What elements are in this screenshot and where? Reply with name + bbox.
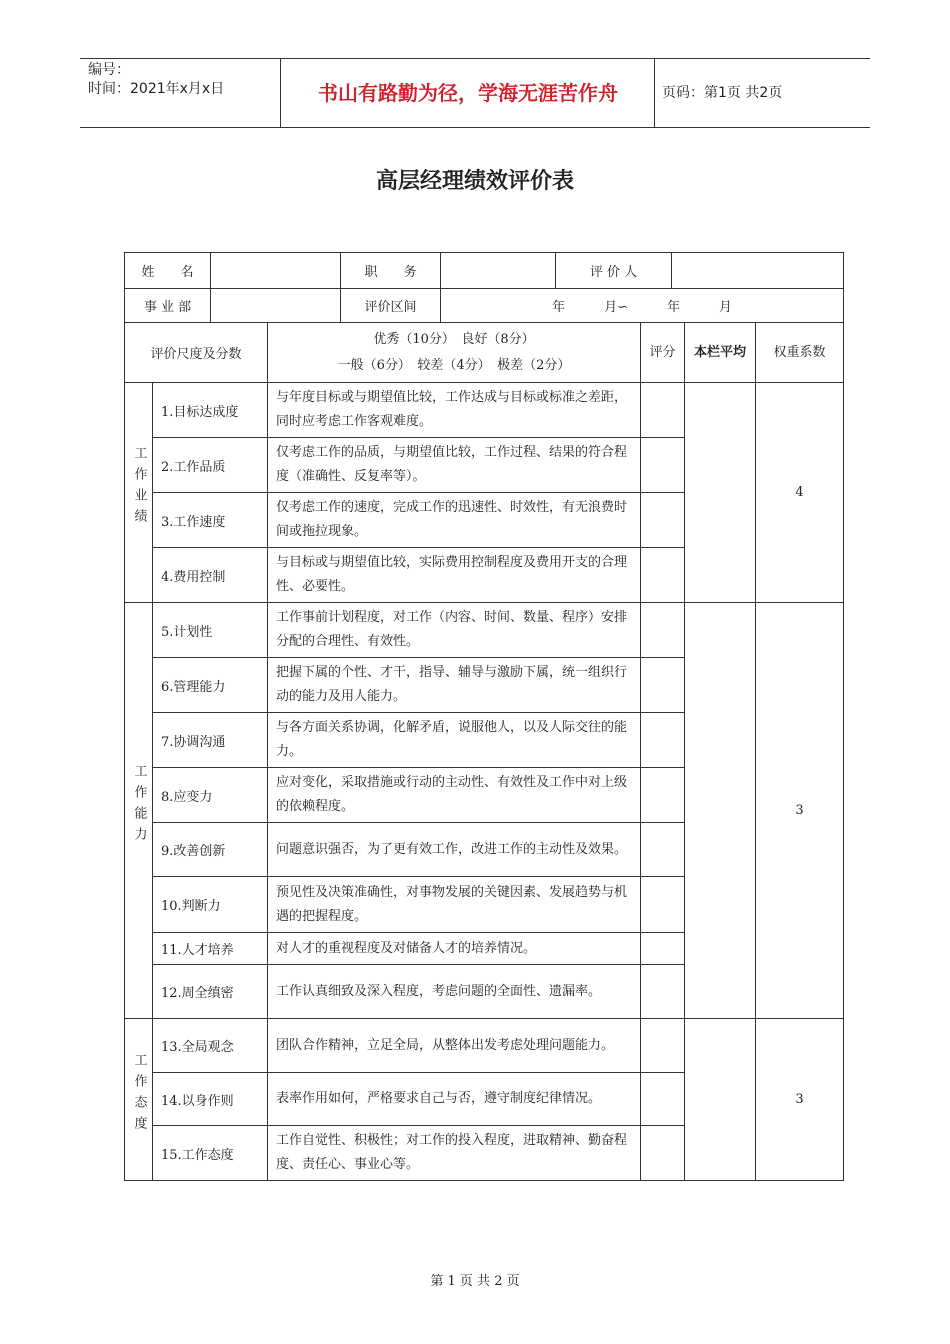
category-label — [125, 603, 153, 1019]
score-cell[interactable] — [641, 438, 685, 493]
score-cell[interactable] — [641, 877, 685, 933]
category-text: 工作能力 — [131, 763, 147, 848]
criterion-description: 与各方面关系协调，化解矛盾，说服他人，以及人际交往的能力。 — [268, 713, 641, 768]
score-header: 评分 — [641, 323, 685, 383]
weight-value: 3 — [756, 603, 844, 1019]
score-cell[interactable] — [641, 1019, 685, 1073]
average-cell[interactable] — [685, 383, 756, 603]
weight-header: 权重系数 — [756, 323, 844, 383]
criterion-description: 工作事前计划程度，对工作（内容、时间、数量、程序）安排分配的合理性、有效性。 — [268, 603, 641, 658]
page-header — [80, 58, 870, 128]
criterion-description: 与目标或与期望值比较，实际费用控制程度及费用开支的合理性、必要性。 — [268, 548, 641, 603]
scale-description — [268, 323, 641, 383]
criterion-description: 应对变化，采取措施或行动的主动性、有效性及工作中对上级的依赖程度。 — [268, 768, 641, 823]
criterion-name: 6.管理能力 — [153, 658, 268, 713]
criterion-name: 1.目标达成度 — [153, 383, 268, 438]
criterion-description: 工作认真细致及深入程度，考虑问题的全面性、遗漏率。 — [268, 965, 641, 1019]
criterion-name: 13.全局观念 — [153, 1019, 268, 1073]
criterion-description: 仅考虑工作的速度，完成工作的迅速性、时效性，有无浪费时间或拖拉现象。 — [268, 493, 641, 548]
evaluator-label: 评 价 人 — [556, 253, 672, 289]
criterion-name: 9.改善创新 — [153, 823, 268, 877]
number-label: 编号： — [88, 62, 130, 78]
score-cell[interactable] — [641, 658, 685, 713]
score-cell[interactable] — [641, 933, 685, 965]
header-divider — [280, 59, 281, 127]
header-meta — [88, 61, 224, 99]
score-cell[interactable] — [641, 823, 685, 877]
dept-field[interactable] — [211, 289, 341, 323]
criterion-name: 5.计划性 — [153, 603, 268, 658]
header-page-info: 页码：第1页 共2页 — [662, 85, 783, 101]
criterion-description: 对人才的重视程度及对储备人才的培养情况。 — [268, 933, 641, 965]
criterion-name: 14.以身作则 — [153, 1073, 268, 1126]
criteria-table — [124, 322, 844, 1181]
average-cell[interactable] — [685, 603, 756, 1019]
score-cell[interactable] — [641, 1126, 685, 1181]
average-header: 本栏平均 — [685, 323, 756, 383]
category-text: 工作业绩 — [131, 445, 147, 530]
score-cell[interactable] — [641, 768, 685, 823]
name-label: 姓 名 — [125, 253, 211, 289]
position-label: 职 务 — [341, 253, 441, 289]
score-cell[interactable] — [641, 493, 685, 548]
criterion-name: 11.人才培养 — [153, 933, 268, 965]
category-label — [125, 1019, 153, 1181]
position-field[interactable] — [441, 253, 556, 289]
criterion-description: 预见性及决策准确性，对事物发展的关键因素、发展趋势与机遇的把握程度。 — [268, 877, 641, 933]
category-text: 工作态度 — [131, 1052, 147, 1137]
score-cell[interactable] — [641, 383, 685, 438]
dept-label: 事 业 部 — [125, 289, 211, 323]
scale-line: 一般（6分） 较差（4分） 极差（2分） — [337, 357, 571, 373]
period-label: 评价区间 — [341, 289, 441, 323]
score-cell[interactable] — [641, 1073, 685, 1126]
criterion-description: 团队合作精神，立足全局，从整体出发考虑处理问题能力。 — [268, 1019, 641, 1073]
criterion-description: 与年度目标或与期望值比较，工作达成与目标或标准之差距，同时应考虑工作客观难度。 — [268, 383, 641, 438]
criterion-name: 7.协调沟通 — [153, 713, 268, 768]
criterion-name: 10.判断力 — [153, 877, 268, 933]
score-cell[interactable] — [641, 965, 685, 1019]
header-motto: 书山有路勤为径，学海无涯苦作舟 — [318, 81, 618, 105]
weight-value: 4 — [756, 383, 844, 603]
score-cell[interactable] — [641, 603, 685, 658]
average-cell[interactable] — [685, 1019, 756, 1181]
evaluation-form — [124, 252, 844, 323]
criterion-name: 8.应变力 — [153, 768, 268, 823]
criterion-description: 工作自觉性、积极性；对工作的投入程度，进取精神、勤奋程度、责任心、事业心等。 — [268, 1126, 641, 1181]
criterion-name: 3.工作速度 — [153, 493, 268, 548]
criterion-description: 问题意识强否，为了更有效工作，改进工作的主动性及效果。 — [268, 823, 641, 877]
score-cell[interactable] — [641, 548, 685, 603]
page-title: 高层经理绩效评价表 — [375, 168, 574, 194]
weight-value: 3 — [756, 1019, 844, 1181]
criterion-description: 表率作用如何，严格要求自己与否，遵守制度纪律情况。 — [268, 1073, 641, 1126]
evaluator-field[interactable] — [672, 253, 844, 289]
header-divider — [654, 59, 655, 127]
criterion-description: 仅考虑工作的品质，与期望值比较，工作过程、结果的符合程度（准确性、反复率等）。 — [268, 438, 641, 493]
criterion-name: 4.费用控制 — [153, 548, 268, 603]
criterion-name: 12.周全缜密 — [153, 965, 268, 1019]
page-footer: 第 1 页 共 2 页 — [430, 1274, 520, 1289]
time-label: 时间：2021年x月x日 — [88, 81, 225, 97]
criterion-name: 2.工作品质 — [153, 438, 268, 493]
scale-line: 优秀（10分） 良好（8分） — [373, 331, 535, 347]
name-field[interactable] — [211, 253, 341, 289]
score-cell[interactable] — [641, 713, 685, 768]
period-field[interactable]: 年 月∽ 年 月 — [441, 289, 844, 323]
criterion-description: 把握下属的个性、才干，指导、辅导与激励下属，统一组织行动的能力及用人能力。 — [268, 658, 641, 713]
criterion-name: 15.工作态度 — [153, 1126, 268, 1181]
category-label — [125, 383, 153, 603]
scale-label: 评价尺度及分数 — [125, 323, 268, 383]
